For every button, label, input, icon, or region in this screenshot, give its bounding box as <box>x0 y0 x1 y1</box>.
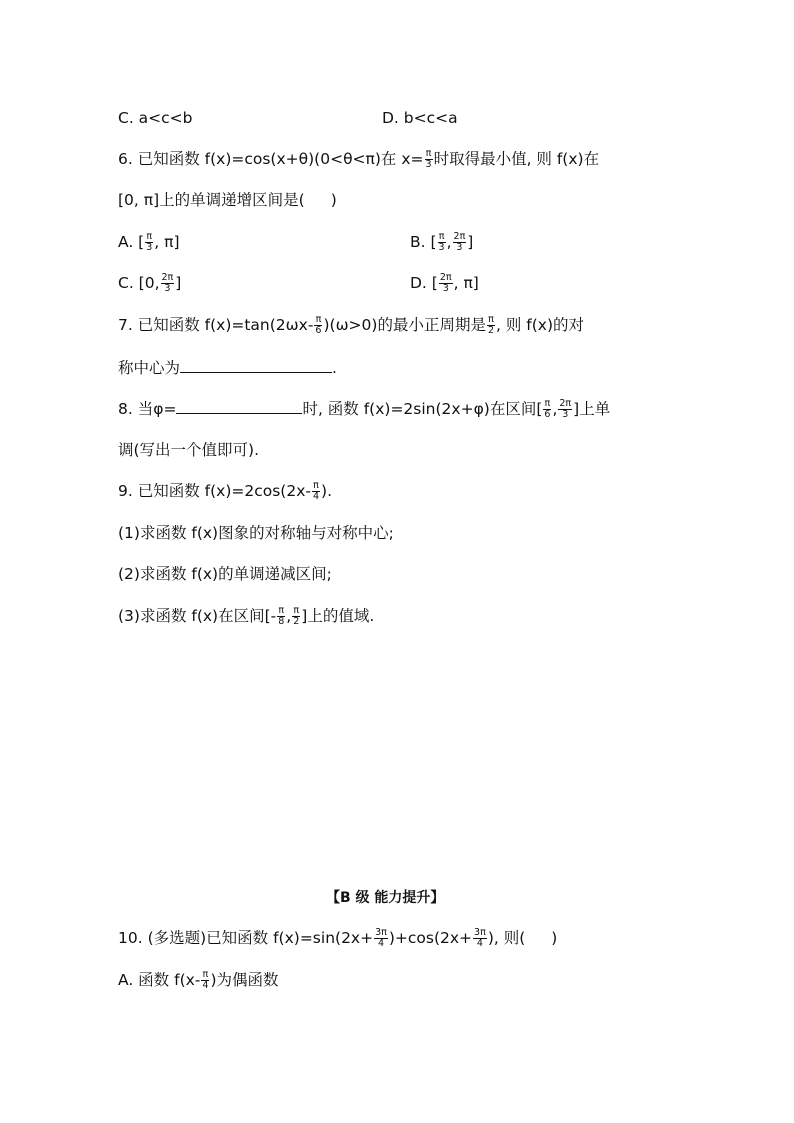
q10-text-b: )+cos(2x+ <box>388 929 473 947</box>
frac-numerator: π <box>438 231 445 242</box>
option-prefix: B. [ <box>410 233 437 251</box>
q10-option-a-text-a: A. 函数 f(x- <box>118 971 201 989</box>
fraction <box>145 232 153 253</box>
q9-text-b: ). <box>321 482 333 500</box>
frac-numerator: π <box>146 231 153 242</box>
q6-paren-close: ) <box>330 191 337 209</box>
frac-numerator: 2π <box>161 272 174 283</box>
q8-stem-line1 <box>118 397 610 420</box>
q7-text-b: )(ω>0)的最小正周期是 <box>323 316 486 334</box>
fraction <box>558 399 572 420</box>
fraction <box>453 232 467 253</box>
q10-stem <box>118 927 557 949</box>
frac-denominator: 2 <box>293 616 300 627</box>
frac-denominator: 2 <box>487 325 494 336</box>
q7-text-d: 称中心为 <box>118 359 181 377</box>
q8-stem-line2: 调(写出一个值即可). <box>118 441 260 459</box>
frac-denominator: 6 <box>544 409 551 420</box>
q8-text-c: ]上单 <box>573 400 611 418</box>
q8-separator: , <box>552 400 558 418</box>
option-suffix: , π] <box>453 274 479 292</box>
q7-text-e: . <box>332 359 337 377</box>
q5-option-d: D. b<c<a <box>382 109 458 127</box>
q6-fraction-pi-3 <box>425 149 433 170</box>
section-b-title: 【B 级 能力提升】 <box>326 890 445 906</box>
frac-denominator: 4 <box>202 980 209 991</box>
q7-text-c: , 则 f(x)的对 <box>496 316 585 334</box>
q8-text-b: 时, 函数 f(x)=2sin(2x+φ)在区间[ <box>302 400 543 418</box>
q7-stem-line1 <box>118 314 584 336</box>
frac-denominator: 3 <box>425 159 432 170</box>
q10-text-a: 10. (多选题)已知函数 f(x)=sin(2x+ <box>118 929 374 947</box>
frac-denominator: 3 <box>562 409 569 420</box>
frac-denominator: 4 <box>377 938 384 949</box>
fraction <box>438 232 446 253</box>
frac-numerator: π <box>315 314 322 325</box>
q9-part3-text-b: ]上的值域. <box>301 607 375 625</box>
q7-text-a: 7. 已知函数 f(x)=tan(2ωx- <box>118 316 314 334</box>
fraction <box>292 606 300 627</box>
frac-numerator: π <box>544 398 551 409</box>
frac-numerator: π <box>313 480 319 491</box>
q10-text-c: ), 则( <box>487 929 526 947</box>
fraction <box>277 606 285 627</box>
fraction <box>161 273 175 294</box>
option-prefix: C. [0, <box>118 274 160 292</box>
fraction <box>473 928 487 949</box>
q6-text-a: 6. 已知函数 f(x)=cos(x+θ)(0<θ<π)在 x= <box>118 150 424 168</box>
q6-option-a <box>118 231 180 253</box>
frac-denominator: 3 <box>164 283 171 294</box>
q10-paren-close: ) <box>551 929 558 947</box>
fraction <box>374 928 388 949</box>
q6-text-b: 时取得最小值, 则 f(x)在 <box>433 150 600 168</box>
frac-numerator: π <box>202 969 209 980</box>
fraction <box>439 273 453 294</box>
q6-text-c: [0, π]上的单调递增区间是( <box>118 191 305 209</box>
frac-numerator: 2π <box>439 272 452 283</box>
q7-stem-line2 <box>118 356 337 379</box>
q6-stem-line1 <box>118 148 599 170</box>
q6-option-c <box>118 272 181 294</box>
option-prefix: D. [ <box>410 274 438 292</box>
frac-numerator: 3π <box>375 927 387 938</box>
frac-denominator: 3 <box>438 242 445 253</box>
q9-part-2: (2)求函数 f(x)的单调递减区间; <box>118 565 332 583</box>
q9-part-3 <box>118 605 374 627</box>
q10-option-a <box>118 969 279 991</box>
fraction <box>543 399 551 420</box>
q9-part-1: (1)求函数 f(x)图象的对称轴与对称中心; <box>118 524 394 542</box>
frac-numerator: π <box>278 605 285 616</box>
frac-numerator: 2π <box>453 231 466 242</box>
frac-numerator: π <box>488 314 494 325</box>
q9-text-a: 9. 已知函数 f(x)=2cos(2x- <box>118 482 311 500</box>
q9-stem <box>118 480 332 502</box>
fraction <box>312 481 320 502</box>
frac-denominator: 3 <box>442 283 449 294</box>
fraction <box>314 315 322 336</box>
frac-numerator: 3π <box>474 927 486 938</box>
q6-option-d <box>410 272 479 294</box>
q10-option-a-text-b: )为偶函数 <box>210 971 279 989</box>
fraction <box>201 970 209 991</box>
frac-denominator: 3 <box>146 242 153 253</box>
q7-answer-blank[interactable] <box>180 356 332 373</box>
frac-numerator: π <box>425 148 432 159</box>
frac-numerator: 2π <box>559 398 572 409</box>
q9-separator: , <box>286 607 292 625</box>
frac-numerator: π <box>293 605 300 616</box>
q5-option-c: C. a<c<b <box>118 109 193 127</box>
q8-text-a: 8. 当φ= <box>118 400 177 418</box>
frac-denominator: 3 <box>456 242 463 253</box>
option-suffix: , π] <box>154 233 180 251</box>
q9-part3-text-a: (3)求函数 f(x)在区间[- <box>118 607 277 625</box>
frac-denominator: 8 <box>278 616 285 627</box>
option-suffix: ] <box>467 233 474 251</box>
option-suffix: ] <box>175 274 182 292</box>
frac-denominator: 6 <box>315 325 322 336</box>
frac-denominator: 4 <box>312 491 320 502</box>
q6-stem-line2 <box>118 189 337 211</box>
q6-option-b <box>410 231 473 253</box>
q8-answer-blank[interactable] <box>176 397 302 414</box>
option-prefix: A. [ <box>118 233 145 251</box>
frac-denominator: 4 <box>476 938 483 949</box>
option-separator: , <box>446 233 452 251</box>
fraction <box>487 315 495 336</box>
